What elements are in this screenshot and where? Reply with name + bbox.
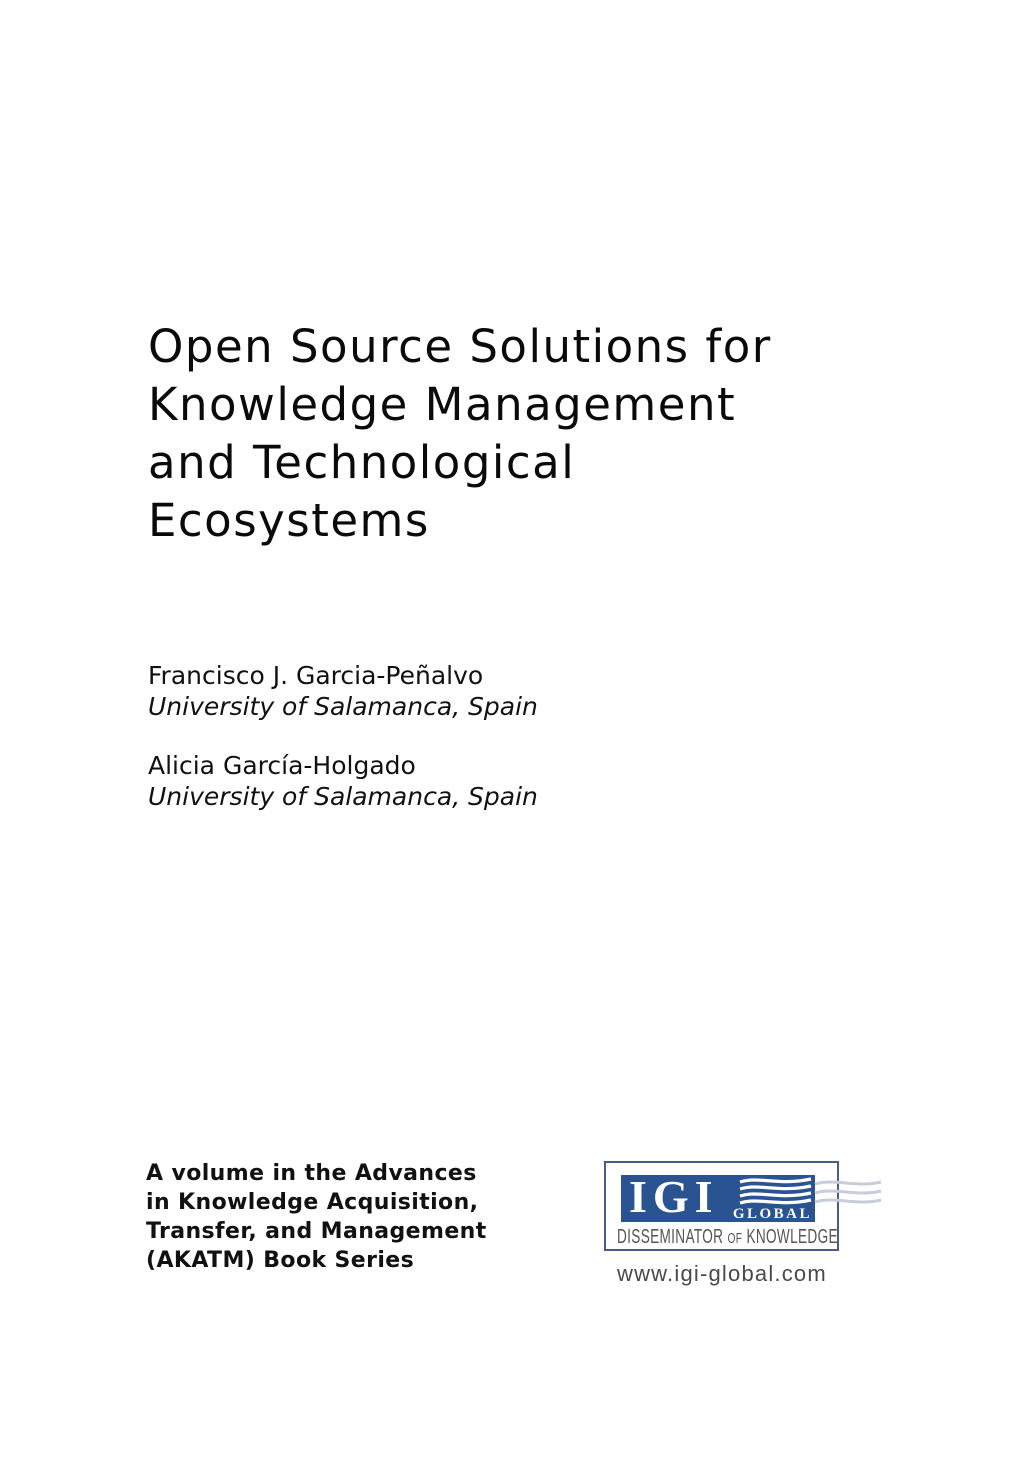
title-line: Open Source Solutions for	[148, 320, 772, 373]
page-title	[148, 318, 772, 550]
global-wordmark: GLOBAL	[732, 1206, 812, 1222]
title-line: Knowledge Management	[148, 378, 737, 431]
tagline-disseminator: DISSEMINATOR	[617, 1226, 724, 1248]
series-line: in Knowledge Acquisition,	[146, 1190, 479, 1215]
white-wave-stripes-icon	[739, 1177, 813, 1207]
series-line: A volume in the Advances	[146, 1161, 477, 1186]
book-series-note	[146, 1159, 487, 1275]
logo-blue-panel	[621, 1170, 815, 1222]
author-name: Alicia García-Holgado	[148, 751, 416, 780]
igi-acronym: IGI	[629, 1170, 719, 1222]
title-line: Ecosystems	[148, 494, 430, 547]
author-affiliation: University of Salamanca, Spain	[148, 782, 538, 811]
tagline-knowledge: KNOWLEDGE	[746, 1226, 838, 1248]
logo-tagline	[617, 1227, 838, 1247]
gray-wave-stripes-icon	[813, 1177, 883, 1209]
author-name: Francisco J. Garcia-Peñalvo	[148, 661, 484, 690]
igi-global-logo	[604, 1161, 839, 1251]
series-line: Transfer, and Management	[146, 1219, 487, 1244]
author-entry	[148, 660, 538, 722]
authors-block	[148, 660, 538, 812]
website-url: www.igi-global.com	[617, 1261, 827, 1286]
tagline-of: OF	[727, 1230, 743, 1247]
author-entry	[148, 750, 538, 812]
series-line: (AKATM) Book Series	[146, 1248, 415, 1273]
author-affiliation: University of Salamanca, Spain	[148, 692, 538, 721]
title-line: and Technological	[148, 436, 576, 489]
